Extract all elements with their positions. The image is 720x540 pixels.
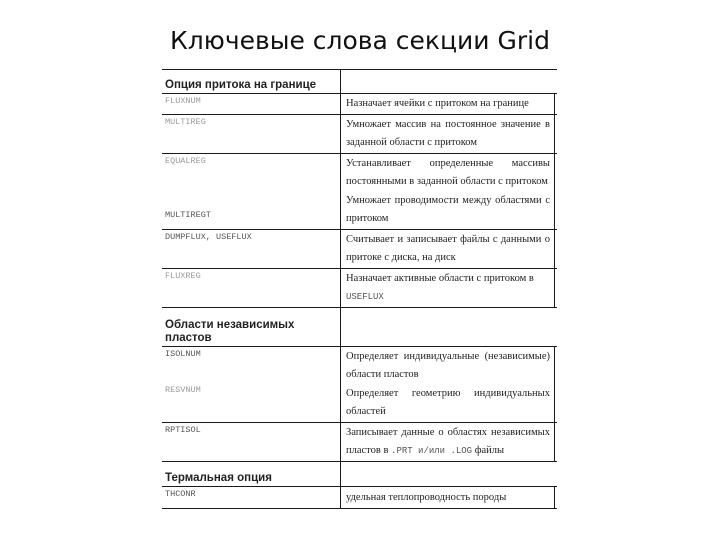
description-file-types: .PRT и/или .LOG xyxy=(391,446,473,456)
section-heading-row xyxy=(162,69,557,93)
keyword-description: Определяет индивидуальные (независимые) области пластов xyxy=(346,350,550,380)
keyword-fluxnum: FLUXNUM xyxy=(165,96,201,106)
table-row xyxy=(162,93,557,114)
keyword-isolnum: ISOLNUM xyxy=(165,348,201,359)
keyword-description xyxy=(346,424,550,461)
table-row xyxy=(162,229,557,268)
keyword-description: Определяет геометрию индивидуальных областей xyxy=(346,387,550,417)
table-row xyxy=(162,153,557,229)
keywords-table xyxy=(162,69,557,509)
section-heading-empty-cell xyxy=(340,462,557,486)
keyword-description: Считывает и записывает файлы с данными о притоке с диска, на диск xyxy=(346,233,550,263)
keyword-description: Умножает проводимости между областями с притоком xyxy=(346,194,550,224)
description-tail: файлы xyxy=(474,445,505,456)
section-heading-thermal: Термальная опция xyxy=(165,471,272,484)
description-keyword-ref: USEFLUX xyxy=(346,292,384,302)
section-heading-row xyxy=(162,461,557,486)
keyword-description: Назначает ячейки с притоком на границе xyxy=(346,98,529,109)
table-row xyxy=(162,346,557,422)
section-heading-empty-cell xyxy=(340,70,557,93)
section-heading-empty-cell xyxy=(340,308,557,346)
keyword-description: Устанавливает определенные массивы постоянными в заданной области с притоком xyxy=(346,157,550,187)
description-text: Назначает активные области с притоком в xyxy=(346,272,534,284)
section-heading-independent-reservoirs: Области независимых пластов xyxy=(165,318,295,344)
section-heading-row xyxy=(162,307,557,346)
keyword-description: Умножает массив на постоянное значение в заданной области с притоком xyxy=(346,118,550,148)
keyword-multireg: MULTIREG xyxy=(165,116,206,127)
keyword-multiregt: MULTIREGT xyxy=(165,209,211,220)
table-row xyxy=(162,268,557,307)
table-row xyxy=(162,114,557,153)
table-row xyxy=(162,422,557,461)
keyword-dumpflux-useflux: DUMPFLUX, USEFLUX xyxy=(165,231,252,242)
keyword-description xyxy=(346,270,550,307)
keyword-thconr: THCONR xyxy=(165,488,196,499)
table-row xyxy=(162,486,557,509)
keyword-description: удельная теплопроводность породы xyxy=(346,491,507,503)
keyword-fluxreg: FLUXREG xyxy=(165,270,201,281)
description-text: Записывает данные о областях независимых пластов в xyxy=(346,426,550,456)
slide-title: Ключевые слова секции Grid xyxy=(170,26,550,55)
keyword-equalreg: EQUALREG xyxy=(165,155,206,166)
keyword-resvnum: RESVNUM xyxy=(165,384,201,395)
section-heading-boundary-flux: Опция притока на границе xyxy=(165,79,317,91)
keyword-rptisol: RPTISOL xyxy=(165,424,201,435)
